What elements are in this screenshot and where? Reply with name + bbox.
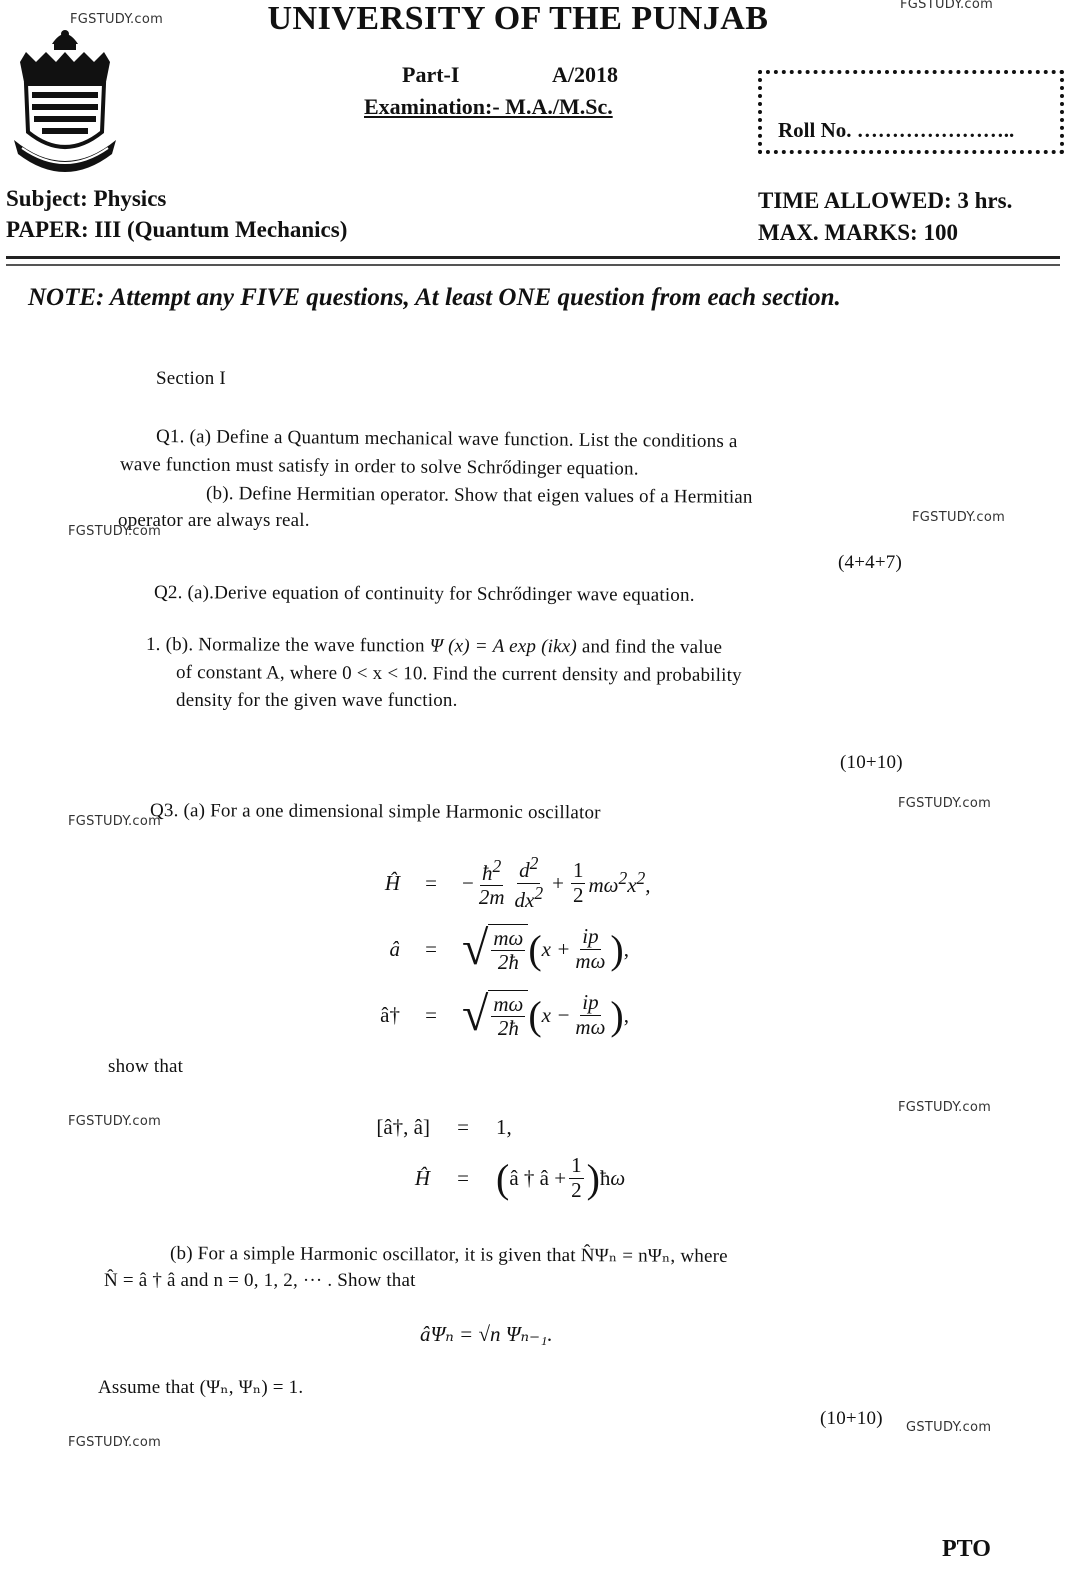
page-turn-over-label: PTO: [942, 1536, 991, 1562]
watermark: FGSTUDY.com: [68, 1435, 162, 1450]
university-crest-logo: [12, 22, 118, 172]
q2-part-b-cont: density for the given wave function.: [176, 690, 458, 711]
roll-number-field[interactable]: Roll No. …………………..: [778, 118, 1015, 142]
assume-normalization: Assume that (Ψₙ, Ψₙ) = 1.: [98, 1377, 304, 1398]
instructions-note: NOTE: Attempt any FIVE questions, At least ONE question from each section.: [28, 284, 841, 311]
watermark: FGSTUDY.com: [898, 1100, 992, 1115]
q3-part-b-cont: N̂ = â † â and n = 0, 1, 2, ··· . Show that: [104, 1270, 416, 1291]
watermark: FGSTUDY.com: [68, 814, 162, 829]
watermark: FGSTUDY.com: [68, 524, 162, 539]
watermark: FGSTUDY.com: [68, 1114, 162, 1129]
session-label: A/2018: [552, 62, 618, 87]
q1-part-a: Q1. (a) Define a Quantum mechanical wave function. List the conditions a: [155, 426, 738, 453]
watermark: FGSTUDY.com: [900, 0, 994, 12]
q3-marks: (10+10): [820, 1408, 883, 1429]
lowering-operator-equation: â = √ $\frac{m\omega}{2ħ}$ ( x + $\frac{ip}{m\omega}$ ) ,: [389, 922, 629, 975]
q1-part-b: (b). Define Hermitian operator. Show that eigen values of a Hermitian: [205, 483, 753, 508]
watermark: FGSTUDY.com: [898, 796, 992, 811]
q2-part-b: [146, 634, 722, 659]
hamiltonian-ladder-equation: Ĥ = ( â † â + $\frac{1}{2}$ ) ħω: [414, 1153, 626, 1202]
commutator-equation: [â†, â] = 1,: [376, 1114, 512, 1139]
commutator-equations: [340, 1106, 625, 1208]
watermark: FGSTUDY.com: [70, 12, 164, 27]
max-marks-label: MAX. MARKS: 100: [758, 220, 958, 245]
paper-label: PAPER: III (Quantum Mechanics): [6, 217, 348, 242]
lowering-result-equation: âΨₙ = √n Ψₙ₋₁.: [420, 1322, 553, 1346]
q1-part-b-cont: operator are always real.: [118, 510, 310, 531]
q2-part-b-prefix: 1. (b). Normalize the wave function: [145, 634, 425, 657]
subject-label: Subject: Physics: [6, 186, 167, 211]
wave-function-expression: Ψ (x) = A exp (ikx): [429, 635, 577, 658]
show-that-label: show that: [108, 1056, 184, 1077]
q2-part-b-suffix: and find the value: [581, 636, 723, 659]
examination-label: Examination:- M.A./M.Sc.: [364, 94, 613, 119]
q2-part-b-cont: of constant A, where 0 < x < 10. Find the current density and probability: [175, 662, 742, 686]
hamiltonian-equations: [340, 850, 651, 1048]
header-divider: [6, 256, 1060, 259]
q1-part-a-cont: wave function must satisfy in order to solve Schrődinger equation.: [119, 454, 639, 480]
time-allowed-label: TIME ALLOWED: 3 hrs.: [758, 188, 1013, 213]
q2-part-a: Q2. (a).Derive equation of continuity for Schrődinger wave equation.: [153, 582, 695, 606]
university-title: UNIVERSITY OF THE PUNJAB: [267, 0, 769, 37]
q3-part-b: (b) For a simple Harmonic oscillator, it is given that N̂Ψₙ = nΨₙ, where: [169, 1243, 728, 1267]
hamiltonian-equation: Ĥ = − $\frac{ħ^2}{2m}$ $\frac{d^2}{dx^2}$ + $\frac{1}{2}$ $m\omega^2x^2$,: [384, 853, 651, 912]
q3-part-a: Q3. (a) For a one dimensional simple Harmonic oscillator: [149, 800, 601, 824]
part-label: Part-I: [402, 62, 460, 87]
watermark: FGSTUDY.com: [912, 510, 1006, 525]
watermark: GSTUDY.com: [906, 1420, 992, 1435]
q1-marks: (4+4+7): [838, 552, 902, 573]
header-divider: [6, 264, 1060, 266]
raising-operator-equation: â† = √ $\frac{m\omega}{2ħ}$ ( x − $\frac{ip}{m\omega}$ ) ,: [380, 988, 629, 1041]
q2-marks: (10+10): [840, 752, 903, 773]
roll-number-box: [758, 70, 1064, 154]
section-title: Section I: [156, 368, 226, 389]
